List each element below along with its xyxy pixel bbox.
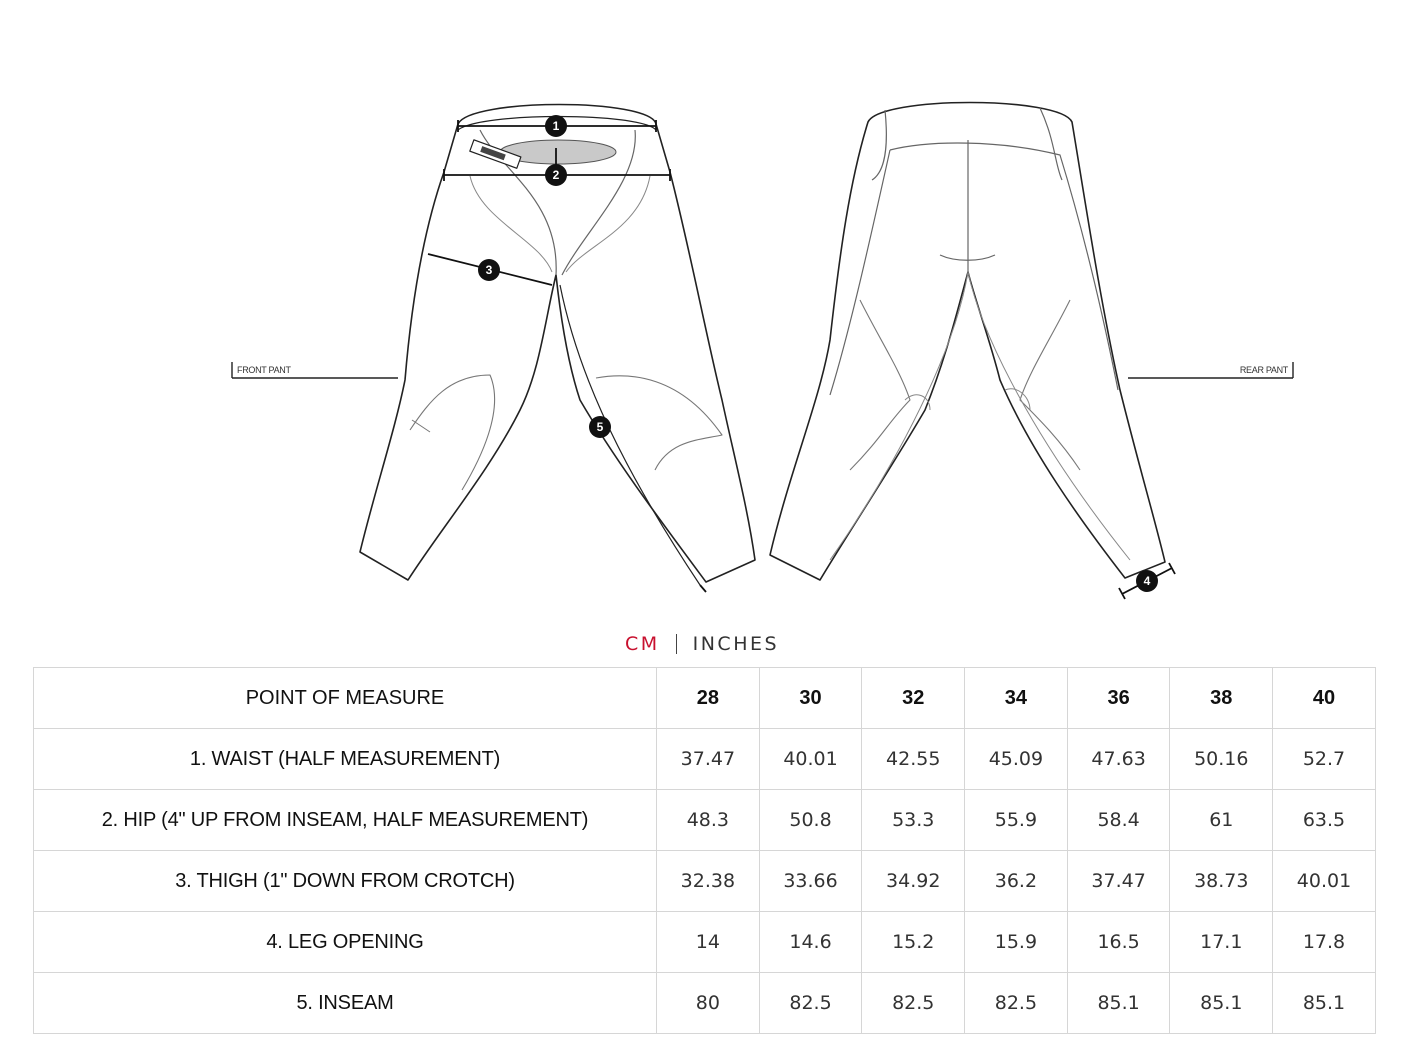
table-cell: 32.38 [657, 851, 760, 912]
table-row-hip [34, 790, 1376, 851]
table-row-waist [34, 729, 1376, 790]
size-chart-table [33, 667, 1376, 1034]
table-cell: 14.6 [759, 912, 862, 973]
table-cell: 17.8 [1273, 912, 1376, 973]
table-cell: 33.66 [759, 851, 862, 912]
rear-pant-label [1128, 362, 1293, 378]
marker-4 [1136, 570, 1158, 592]
row-label: 2. HIP (4" UP FROM INSEAM, HALF MEASUREMENT) [34, 790, 657, 851]
svg-text:1: 1 [552, 119, 560, 133]
svg-text:4: 4 [1143, 574, 1151, 588]
row-label: 1. WAIST (HALF MEASUREMENT) [34, 729, 657, 790]
table-cell: 85.1 [1170, 973, 1273, 1034]
table-cell: 36.2 [965, 851, 1068, 912]
row-label: 3. THIGH (1" DOWN FROM CROTCH) [34, 851, 657, 912]
svg-text:2: 2 [552, 168, 560, 182]
table-cell: 55.9 [965, 790, 1068, 851]
table-cell: 50.8 [759, 790, 862, 851]
table-header-row [34, 668, 1376, 729]
column-header-size: 34 [965, 668, 1068, 729]
row-label: 4. LEG OPENING [34, 912, 657, 973]
front-measure-lines [428, 120, 706, 592]
marker-2 [545, 164, 567, 186]
table-cell: 82.5 [965, 973, 1068, 1034]
marker-1 [545, 115, 567, 137]
table-row-leg-opening [34, 912, 1376, 973]
table-cell: 40.01 [1273, 851, 1376, 912]
column-header-point-of-measure: POINT OF MEASURE [34, 668, 657, 729]
table-cell: 42.55 [862, 729, 965, 790]
table-cell: 61 [1170, 790, 1273, 851]
unit-toggle [0, 632, 1404, 655]
row-label: 5. INSEAM [34, 973, 657, 1034]
svg-text:5: 5 [596, 420, 604, 434]
unit-cm-option[interactable]: CM [624, 632, 660, 655]
svg-text:REAR PANT: REAR PANT [1239, 365, 1288, 375]
table-cell: 80 [657, 973, 760, 1034]
column-header-size: 28 [657, 668, 760, 729]
column-header-size: 30 [759, 668, 862, 729]
marker-5 [589, 416, 611, 438]
svg-text:FRONT PANT: FRONT PANT [237, 365, 291, 375]
table-row-inseam [34, 973, 1376, 1034]
table-cell: 14 [657, 912, 760, 973]
table-cell: 15.9 [965, 912, 1068, 973]
svg-text:3: 3 [485, 263, 493, 277]
table-cell: 85.1 [1273, 973, 1376, 1034]
table-cell: 63.5 [1273, 790, 1376, 851]
table-cell: 47.63 [1067, 729, 1170, 790]
unit-inches-option[interactable]: INCHES [692, 632, 780, 655]
table-cell: 53.3 [862, 790, 965, 851]
table-cell: 45.09 [965, 729, 1068, 790]
table-cell: 82.5 [759, 973, 862, 1034]
column-header-size: 32 [862, 668, 965, 729]
rear-pant-drawing [770, 103, 1165, 581]
front-pant-label [232, 362, 398, 378]
table-cell: 48.3 [657, 790, 760, 851]
table-cell: 38.73 [1170, 851, 1273, 912]
column-header-size: 36 [1067, 668, 1170, 729]
column-header-size: 40 [1273, 668, 1376, 729]
table-cell: 34.92 [862, 851, 965, 912]
table-cell: 37.47 [657, 729, 760, 790]
table-row-thigh [34, 851, 1376, 912]
table-cell: 37.47 [1067, 851, 1170, 912]
table-cell: 40.01 [759, 729, 862, 790]
table-cell: 58.4 [1067, 790, 1170, 851]
column-header-size: 38 [1170, 668, 1273, 729]
marker-3 [478, 259, 500, 281]
table-cell: 15.2 [862, 912, 965, 973]
table-cell: 16.5 [1067, 912, 1170, 973]
table-cell: 50.16 [1170, 729, 1273, 790]
table-cell: 85.1 [1067, 973, 1170, 1034]
table-cell: 17.1 [1170, 912, 1273, 973]
unit-separator [676, 634, 677, 654]
table-cell: 82.5 [862, 973, 965, 1034]
table-cell: 52.7 [1273, 729, 1376, 790]
